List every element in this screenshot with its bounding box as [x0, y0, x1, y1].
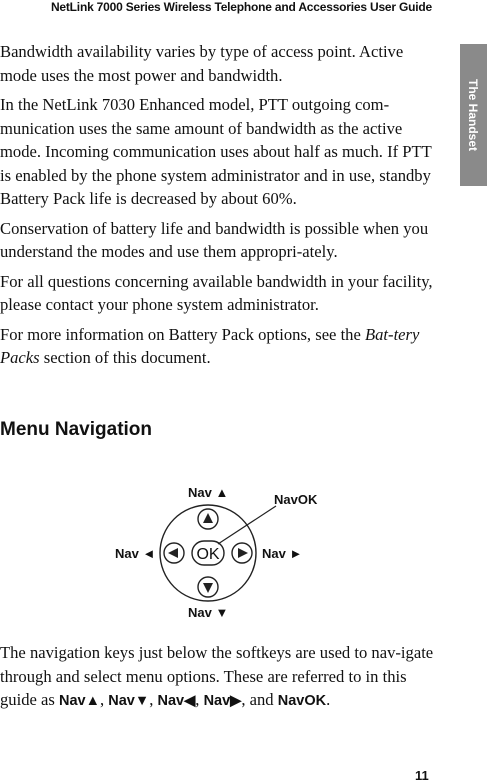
- paragraph-conservation: Conservation of battery life and bandwidth is possible when you understand the modes and use them appropri-ately.: [0, 218, 429, 261]
- nav-right-key-term: Nav▶: [203, 693, 242, 709]
- right-arrow-icon: [238, 548, 248, 558]
- ok-label: OK: [196, 546, 220, 563]
- nav-down-label: Nav ▼: [188, 605, 229, 620]
- battery-ref-before: For more information on Battery Pack options, see the: [0, 324, 365, 344]
- battery-packs-link[interactable]: Bat-tery Packs: [0, 324, 420, 367]
- navok-callout-line: [218, 506, 276, 544]
- nav-left-key-term: Nav◀: [157, 693, 196, 709]
- paragraph-nav-keys: [0, 641, 434, 714]
- section-title: Menu Navigation: [0, 419, 153, 440]
- nav-left-label: Nav ◄: [115, 546, 156, 561]
- up-arrow-icon: [203, 513, 213, 523]
- page-number: 11: [415, 768, 429, 783]
- separator: ,: [195, 690, 204, 709]
- nav-down-key-term: Nav▼: [108, 693, 150, 709]
- section-tab: [460, 44, 487, 186]
- nav-up-label: Nav ▲: [188, 485, 229, 500]
- nav-key-drawing: [0, 478, 487, 628]
- nav-key-diagram: [0, 478, 487, 628]
- section-tab-label: The Handset: [466, 78, 480, 152]
- battery-ref-after: section of this document.: [39, 348, 211, 367]
- navok-key-term: NavOK: [277, 693, 327, 709]
- separator: .: [326, 690, 331, 709]
- separator: ,: [149, 690, 158, 709]
- separator: , and: [241, 690, 278, 709]
- paragraph-contact: For all questions concerning available bandwidth in your facility, please contact your phone system administrator.: [0, 271, 433, 314]
- nav-right-label: Nav ►: [262, 546, 303, 561]
- paragraph-ptt: In the NetLink 7030 Enhanced model, PTT outgoing com-munication uses the same amount of bandwidth as the active mode. Incoming communication uses about half as much. If PTT is enabled by the phone system administrator and in use, standby Battery Pack life is decreased by about 60%.: [0, 95, 432, 208]
- running-header: NetLink 7000 Series Wireless Telephone and Accessories User Guide: [50, 0, 432, 14]
- down-arrow-icon: [203, 583, 213, 593]
- navok-label: NavOK: [274, 492, 318, 507]
- paragraph-bandwidth: Bandwidth availability varies by type of access point. Active mode uses the most power and bandwidth.: [0, 42, 404, 85]
- body-text: [0, 40, 434, 376]
- nav-paragraph-text: The navigation keys just below the softkeys are used to nav-igate through and select menu options. These are referred to in this guide as: [0, 643, 434, 709]
- left-arrow-icon: [168, 548, 178, 558]
- nav-up-key-term: Nav▲: [59, 693, 100, 709]
- paragraph-battery-ref: [0, 323, 434, 370]
- separator: ,: [99, 690, 109, 709]
